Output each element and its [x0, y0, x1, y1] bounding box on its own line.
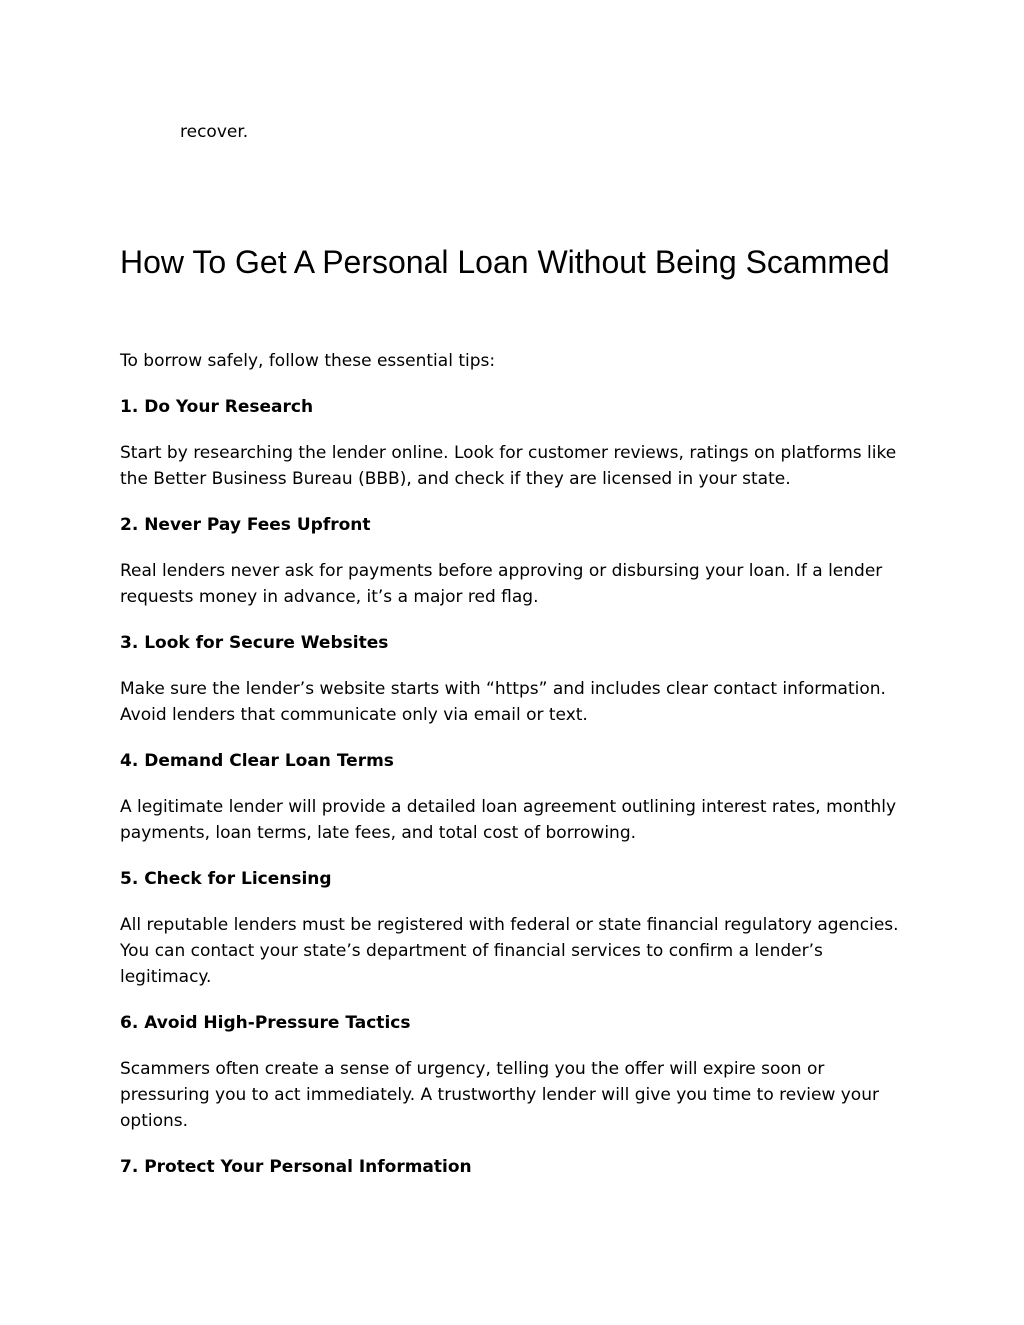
- tip-heading-secure-websites: 3. Look for Secure Websites: [120, 633, 389, 653]
- tip-heading-research: 1. Do Your Research: [120, 397, 314, 417]
- tip-body-fees: Real lenders never ask for payments before approving or disbursing your loan. If a lender requests money in advance, it’s a major red flag.: [120, 561, 883, 607]
- tip-body-research: Start by researching the lender online. Look for customer reviews, ratings on platforms like the Better Business Bureau (BBB), and check if they are licensed in your state.: [120, 443, 897, 489]
- tip-body-secure-websites: Make sure the lender’s website starts with “https” and includes clear contact information. Avoid lenders that communicate only via email or text.: [120, 679, 886, 725]
- tip-heading-fees: 2. Never Pay Fees Upfront: [120, 515, 371, 535]
- tip-heading-loan-terms: 4. Demand Clear Loan Terms: [120, 751, 394, 771]
- article-body: [120, 348, 910, 1200]
- tip-body-loan-terms: A legitimate lender will provide a detailed loan agreement outlining interest rates, monthly payments, loan terms, late fees, and total cost of borrowing.: [120, 797, 897, 843]
- tip-body-high-pressure: Scammers often create a sense of urgency, telling you the offer will expire soon or pressuring you to act immediately. A trustworthy lender will give you time to review your options.: [120, 1059, 879, 1131]
- intro-paragraph: To borrow safely, follow these essential tips:: [120, 351, 496, 371]
- continued-text: recover.: [180, 122, 249, 142]
- tip-body-licensing: All reputable lenders must be registered with federal or state financial regulatory agencies. You can contact your state’s department of financial services to confirm a lender’s legitimacy.: [120, 915, 899, 987]
- page-title: How To Get A Personal Loan Without Being Scammed: [120, 244, 890, 280]
- tip-heading-high-pressure: 6. Avoid High-Pressure Tactics: [120, 1013, 411, 1033]
- tip-heading-personal-info: 7. Protect Your Personal Information: [120, 1157, 472, 1177]
- tip-heading-licensing: 5. Check for Licensing: [120, 869, 332, 889]
